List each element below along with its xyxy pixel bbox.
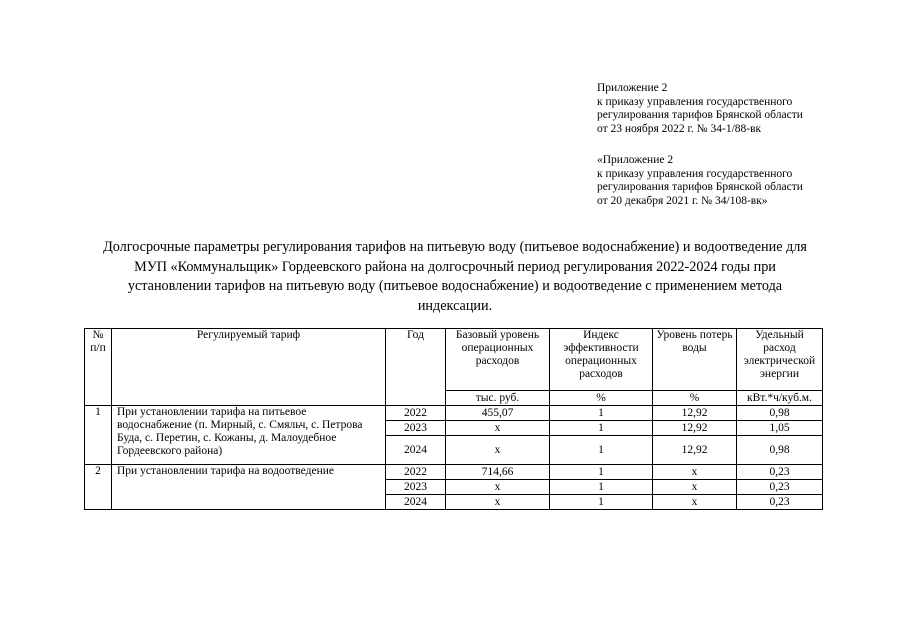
document-title (70, 238, 840, 316)
cell-energy: 0,23 (737, 495, 823, 510)
appendix-line: регулирования тарифов Брянской области (597, 109, 803, 122)
header-energy: Удельный расход электрической энергии (737, 329, 823, 391)
cell-loss: х (653, 465, 737, 480)
cell-loss: 12,92 (653, 406, 737, 421)
cell-base: х (446, 436, 550, 465)
appendix-line: от 20 декабря 2021 г. № 34/108-вк» (597, 194, 768, 207)
title-line: МУП «Коммунальщик» Гордеевского района на долгосрочный период регулирования 2022-2024 годы при (134, 258, 776, 275)
cell-year: 2022 (386, 465, 446, 480)
cell-base: х (446, 495, 550, 510)
cell-energy: 1,05 (737, 421, 823, 436)
cell-base: 455,07 (446, 406, 550, 421)
title-line: Долгосрочные параметры регулирования тарифов на питьевую воду (питьевое водоснабжение) и водоотведение для (103, 239, 807, 255)
tariff-name: При установлении тарифа на питьевое водоснабжение (п. Мирный, с. Смяльч, с. Петрова Буда, с. Перетин, с. Кожаны, д. Малоудебное Гордеевского района) (112, 406, 386, 465)
cell-energy: 0,98 (737, 406, 823, 421)
unit-index: % (550, 391, 653, 406)
cell-index: 1 (550, 436, 653, 465)
cell-loss: х (653, 480, 737, 495)
appendix-line: «Приложение 2 (597, 154, 674, 166)
appendix-line: регулирования тарифов Брянской области (597, 181, 803, 194)
cell-loss: 12,92 (653, 421, 737, 436)
cell-base: х (446, 480, 550, 495)
header-tariff: Регулируемый тариф (112, 329, 386, 406)
cell-index: 1 (550, 465, 653, 480)
cell-index: 1 (550, 480, 653, 495)
appendix-line: к приказу управления государственного (597, 95, 793, 108)
appendix-line: Приложение 2 (597, 82, 668, 94)
cell-index: 1 (550, 421, 653, 436)
cell-energy: 0,23 (737, 480, 823, 495)
cell-base: 714,66 (446, 465, 550, 480)
cell-index: 1 (550, 495, 653, 510)
tariff-parameters-table (84, 328, 823, 510)
cell-loss: х (653, 495, 737, 510)
cell-energy: 0,23 (737, 465, 823, 480)
cell-year: 2023 (386, 480, 446, 495)
header-base: Базовый уровень операционных расходов (446, 329, 550, 391)
header-loss: Уровень потерь воды (653, 329, 737, 391)
table-row (85, 465, 823, 480)
cell-base: х (446, 421, 550, 436)
unit-loss: % (653, 391, 737, 406)
cell-year: 2024 (386, 436, 446, 465)
tariff-name: При установлении тарифа на водоотведение (112, 465, 386, 510)
appendix-reference-current (597, 82, 803, 136)
row-number: 1 (85, 406, 112, 465)
appendix-line: от 23 ноября 2022 г. № 34-1/88-вк (597, 122, 762, 135)
cell-year: 2022 (386, 406, 446, 421)
header-index: Индекс эффективности операционных расходов (550, 329, 653, 391)
row-number: 2 (85, 465, 112, 510)
header-row (85, 329, 823, 391)
appendix-line: к приказу управления государственного (597, 167, 793, 180)
table-row (85, 406, 823, 421)
cell-year: 2023 (386, 421, 446, 436)
cell-index: 1 (550, 406, 653, 421)
header-year: Год (386, 329, 446, 406)
title-line: индексации. (417, 297, 493, 314)
header-num: № п/п (85, 329, 112, 406)
title-line: установлении тарифов на питьевую воду (питьевое водоснабжение) и водоотведение с применением метода (127, 278, 783, 294)
cell-energy: 0,98 (737, 436, 823, 465)
unit-base: тыс. руб. (446, 391, 550, 406)
unit-energy: кВт.*ч/куб.м. (737, 391, 823, 406)
appendix-reference-previous (597, 154, 803, 208)
cell-year: 2024 (386, 495, 446, 510)
cell-loss: 12,92 (653, 436, 737, 465)
